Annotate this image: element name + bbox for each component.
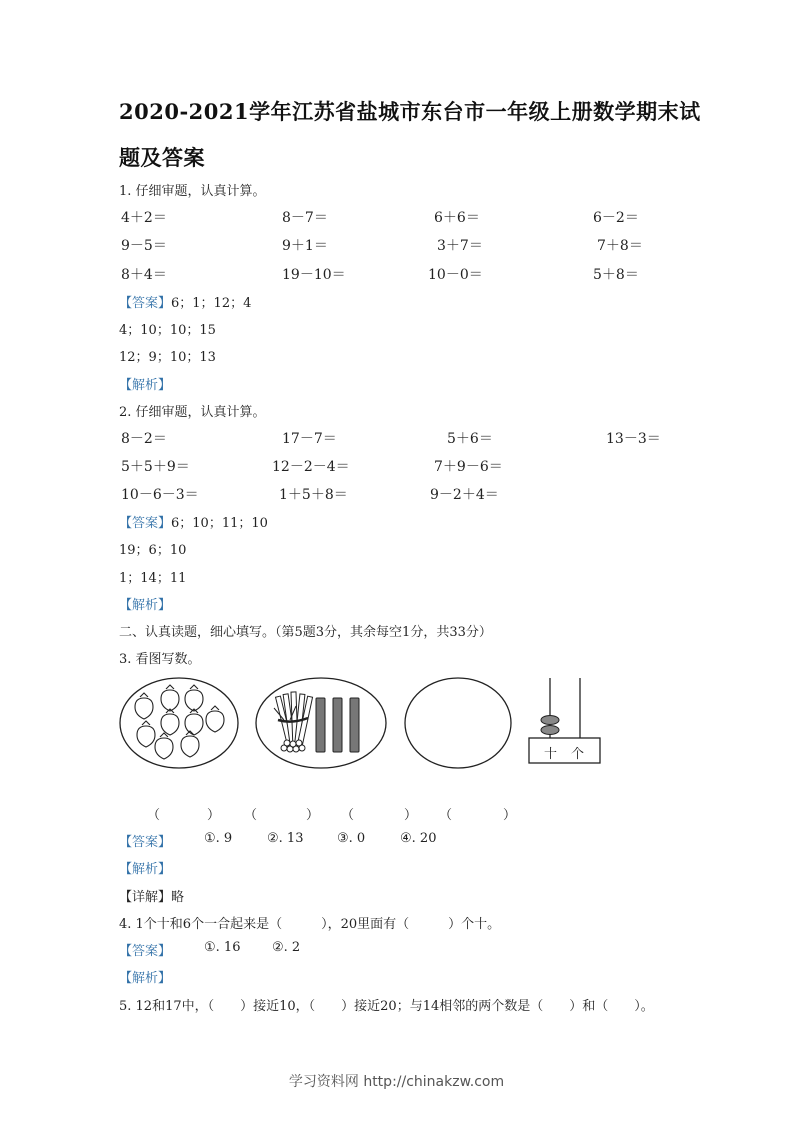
abacus-label-ones: 个	[571, 747, 585, 762]
q1-equation: 3＋7＝	[437, 238, 483, 254]
abacus-bead-icon	[541, 716, 559, 725]
q2-equation: 7＋9－6＝	[434, 459, 503, 475]
strawberry-icon	[185, 685, 203, 711]
q2-equation: 17－7＝	[282, 431, 337, 447]
answer-tag: 【答案】	[119, 516, 172, 531]
q1-equation: 4＋2＝	[121, 210, 167, 226]
q2-answer	[119, 512, 268, 531]
q1-equation: 9－5＝	[121, 238, 167, 254]
strawberry-icon	[185, 709, 203, 735]
q3-prompt: 3. 看图写数。	[119, 652, 201, 667]
q3-answer: ①. 9	[204, 831, 233, 846]
q3-answer: ③. 0	[337, 831, 366, 846]
strawberries-picture	[118, 676, 242, 772]
q4-analysis-tag: 【解析】	[119, 971, 172, 986]
blank-open-paren: （	[439, 808, 453, 823]
q2-equation: 10－6－3＝	[121, 487, 199, 503]
q1-analysis-tag: 【解析】	[119, 378, 172, 393]
stick-bundle-icon	[274, 692, 313, 752]
q2-equation: 9－2＋4＝	[430, 487, 499, 503]
q1-answer	[119, 292, 251, 311]
q5-text: 5. 12和17中，（ ）接近10，（ ）接近20；与14相邻的两个数是（ ）和（ ）。	[119, 999, 654, 1014]
q2-equation: 12－2－4＝	[272, 459, 350, 475]
q3-analysis-tag: 【解析】	[119, 862, 172, 877]
q4-answer: ②. 2	[272, 940, 301, 955]
q4-answer-tag: 【答案】	[119, 944, 172, 959]
sticks-picture	[254, 676, 389, 772]
q3-answer: ④. 20	[400, 831, 437, 846]
q1-equation: 8－7＝	[282, 210, 328, 226]
strawberry-icon	[135, 693, 153, 719]
detail-text: 略	[171, 890, 185, 905]
strawberry-icon	[181, 731, 199, 757]
q1-equation: 9＋1＝	[282, 238, 328, 254]
q1-equation: 6－2＝	[593, 210, 639, 226]
blank-open-paren: （	[244, 808, 258, 823]
page-title-line-2: 题及答案	[119, 145, 205, 170]
q3-detail	[119, 886, 184, 905]
q1-equation: 10－0＝	[428, 267, 483, 283]
q1-equation: 5＋8＝	[593, 267, 639, 283]
q2-analysis-tag: 【解析】	[119, 598, 172, 613]
single-stick-icon	[316, 698, 359, 752]
section-2-heading: 二、认真读题，细心填写。（第5题3分，其余每空1分，共33分）	[119, 625, 492, 640]
strawberry-icon	[206, 706, 224, 732]
q2-equation: 8－2＝	[121, 431, 167, 447]
detail-tag: 【详解】	[119, 890, 172, 905]
q1-equation: 8＋4＝	[121, 267, 167, 283]
blank-close-paren: ）	[503, 808, 517, 823]
page-title-line-1: 2020-2021学年江苏省盐城市东台市一年级上册数学期末试	[119, 99, 701, 124]
footer-watermark: 学习资料网 http://chinakzw.com	[288, 1074, 505, 1090]
q3-answer: ②. 13	[267, 831, 304, 846]
abacus-picture	[528, 678, 602, 766]
q2-equation: 1＋5＋8＝	[279, 487, 348, 503]
q1-equation: 7＋8＝	[597, 238, 643, 254]
strawberry-icon	[161, 685, 179, 711]
strawberry-icon	[137, 721, 155, 747]
q2-prompt: 2. 仔细审题，认真计算。	[119, 405, 266, 420]
abacus-bead-icon	[541, 726, 559, 735]
q2-equation: 5＋6＝	[447, 431, 493, 447]
q1-prompt: 1. 仔细审题，认真计算。	[119, 184, 266, 199]
blank-open-paren: （	[147, 808, 161, 823]
q1-answer-line: 12；9；10；13	[119, 350, 216, 365]
q1-equation: 19－10＝	[282, 267, 346, 283]
q1-answer-line: 4；10；10；15	[119, 323, 216, 338]
blank-close-paren: ）	[207, 808, 221, 823]
answer-text: 6；1；12；4	[171, 296, 252, 311]
q4-text: 4. 1个十和6个一合起来是（ ），20里面有（ ）个十。	[119, 917, 501, 932]
strawberry-icon	[161, 709, 179, 735]
q2-equation: 5＋5＋9＝	[121, 459, 190, 475]
blank-close-paren: ）	[404, 808, 418, 823]
q2-equation: 13－3＝	[606, 431, 661, 447]
q2-answer-line: 1；14；11	[119, 571, 187, 586]
q2-answer-line: 19；6；10	[119, 543, 187, 558]
empty-picture	[403, 676, 513, 772]
q3-answer-tag: 【答案】	[119, 835, 172, 850]
answer-tag: 【答案】	[119, 296, 172, 311]
abacus-label-tens: 十	[544, 747, 558, 762]
strawberry-icon	[155, 733, 173, 759]
q1-equation: 6＋6＝	[434, 210, 480, 226]
q4-answer: ①. 16	[204, 940, 241, 955]
answer-text: 6；10；11；10	[171, 516, 268, 531]
blank-close-paren: ）	[306, 808, 320, 823]
blank-open-paren: （	[341, 808, 355, 823]
